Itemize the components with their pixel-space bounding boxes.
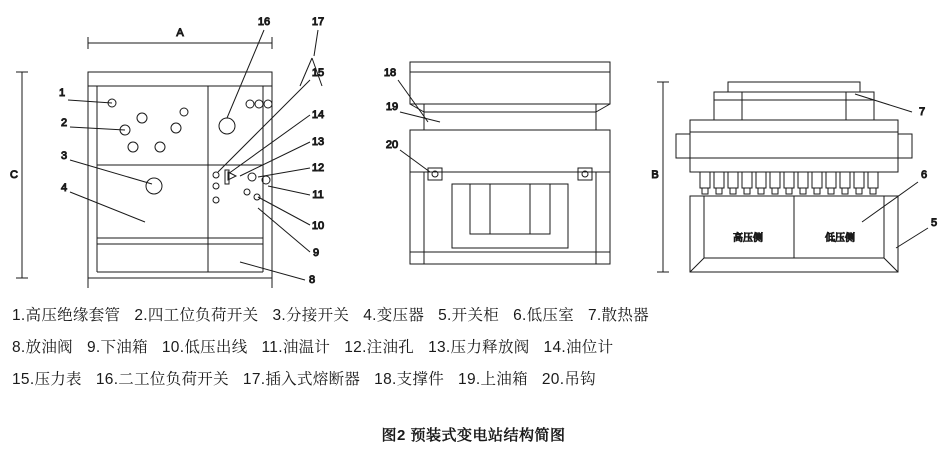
legend-item: 2.四工位负荷开关 bbox=[134, 307, 259, 324]
callout-11: 11 bbox=[312, 189, 324, 201]
legend-item: 6.低压室 bbox=[513, 307, 575, 324]
callout-20: 20 bbox=[385, 139, 399, 151]
legend-item: 8.放油阀 bbox=[12, 339, 73, 356]
callouts-middle-view bbox=[384, 67, 440, 172]
dimension-b bbox=[651, 82, 669, 272]
legend-item: 4.变压器 bbox=[363, 307, 425, 324]
legend-item: 14.油位计 bbox=[543, 339, 614, 356]
middle-view-group bbox=[384, 62, 610, 264]
legend-item: 15.压力表 bbox=[12, 371, 82, 388]
callout-17: 17 bbox=[311, 16, 325, 28]
legend-item: 11.油温计 bbox=[261, 339, 331, 356]
legend-item: 19.上油箱 bbox=[458, 371, 528, 388]
terminal-fins bbox=[700, 172, 878, 194]
dimension-label-c: C bbox=[10, 169, 18, 181]
label-high-voltage-side: 高压侧 bbox=[733, 233, 763, 244]
left-view-group bbox=[10, 16, 324, 288]
label-low-voltage-side: 低压侧 bbox=[825, 233, 855, 244]
figure-caption: 图2 预装式变电站结构简图 bbox=[381, 427, 566, 444]
dimension-label-b: B bbox=[651, 169, 659, 181]
callout-16: 16 bbox=[257, 16, 271, 28]
right-view-group bbox=[651, 82, 937, 272]
callout-4: 4 bbox=[60, 182, 68, 194]
legend-item: 1.高压绝缘套管 bbox=[12, 307, 121, 324]
legend-block bbox=[0, 300, 947, 396]
callout-7: 7 bbox=[918, 106, 926, 118]
legend-item: 3.分接开关 bbox=[272, 307, 350, 324]
legend-item: 16.二工位负荷开关 bbox=[95, 371, 229, 388]
legend-item: 18.支撑件 bbox=[374, 371, 445, 388]
legend-item: 5.开关柜 bbox=[438, 307, 500, 324]
legend-item: 20.吊钩 bbox=[541, 371, 596, 388]
legend-item: 17.插入式熔断器 bbox=[242, 371, 361, 388]
callout-19: 19 bbox=[385, 101, 399, 113]
callout-6: 6 bbox=[920, 169, 928, 181]
callout-8: 8 bbox=[308, 274, 316, 286]
callouts-right-view bbox=[855, 94, 937, 248]
legend-line-2 bbox=[0, 332, 947, 364]
callout-18: 18 bbox=[383, 67, 397, 79]
callout-10: 10 bbox=[311, 220, 325, 232]
callout-3: 3 bbox=[60, 150, 68, 162]
legend-item: 13.压力释放阀 bbox=[428, 339, 530, 356]
callout-2: 2 bbox=[60, 117, 68, 129]
callout-13: 13 bbox=[311, 136, 325, 148]
legend-line-3 bbox=[0, 364, 947, 396]
dimension-a bbox=[88, 27, 272, 49]
callout-5: 5 bbox=[930, 217, 938, 229]
legend-item: 12.注油孔 bbox=[344, 339, 415, 356]
legend-item: 9.下油箱 bbox=[86, 339, 148, 356]
legend-item: 10.低压出线 bbox=[161, 339, 248, 356]
callout-14: 14 bbox=[311, 109, 325, 121]
legend-line-1 bbox=[0, 300, 947, 332]
dimension-label-a: A bbox=[176, 27, 184, 39]
callout-15: 15 bbox=[311, 67, 325, 79]
callout-12: 12 bbox=[311, 162, 325, 174]
legend-item: 7.散热器 bbox=[588, 307, 649, 324]
callouts-left-view bbox=[59, 16, 324, 286]
callout-9: 9 bbox=[312, 247, 320, 259]
dimension-c bbox=[10, 72, 28, 278]
callout-1: 1 bbox=[58, 87, 66, 99]
